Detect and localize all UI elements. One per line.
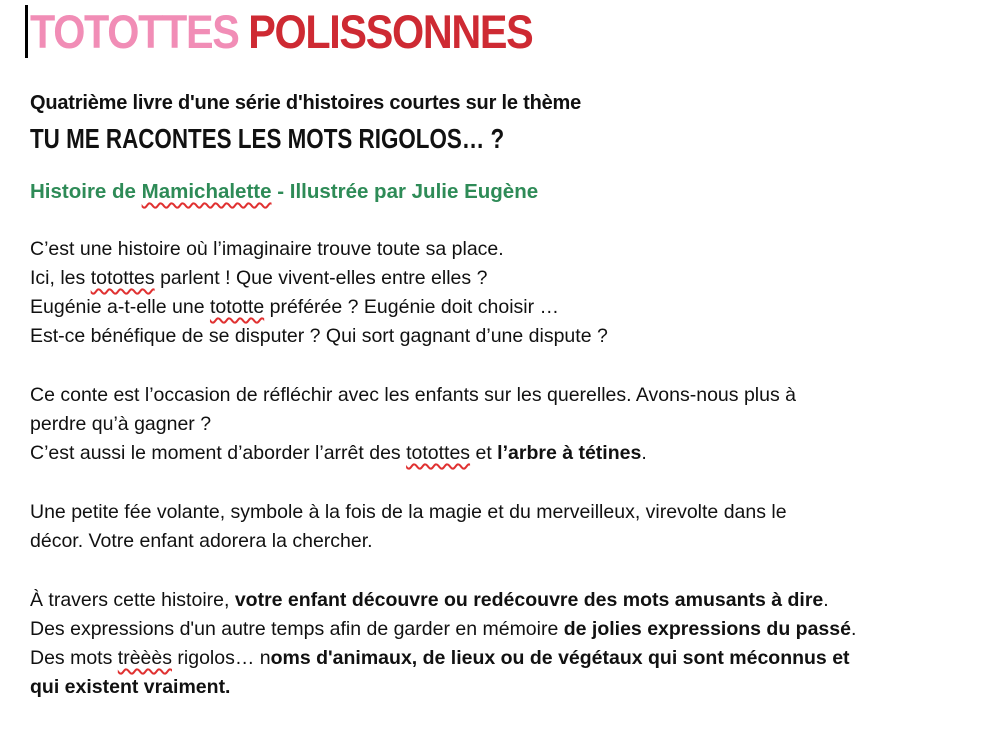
subtitle-series-line: Quatrième livre d'une série d'histoires courtes sur le thème [30,92,582,114]
text-line [30,293,972,322]
text-line [30,322,972,351]
text-run: préférée ? Eugénie doit choisir … [264,296,560,318]
title-part-polissonnes: POLISSONNES [248,5,533,58]
text-run: rigolos… n [171,647,271,669]
text-run: . [641,442,647,464]
text-run: de jolies expressions du passé [563,618,851,640]
byline-author-illustrator [30,179,972,205]
text-line [30,586,972,615]
subtitle-theme-line: TU ME RACONTES LES MOTS RIGOLOS… ? [30,123,505,154]
text-run: et [470,442,498,464]
text-run: Des mots [30,647,118,669]
text-line [30,381,972,410]
text-line [30,410,972,439]
text-run: Des expressions d'un autre temps afin de garder en mémoire [30,618,564,640]
text-run: votre enfant découvre ou redécouvre des mots amusants à dire [234,589,824,611]
misspelled-word: totottes [406,442,471,464]
text-run: Ici, les [30,267,91,289]
text-run: Eugénie a-t-elle une [30,296,210,318]
text-line [30,439,972,468]
paragraph [30,235,972,351]
text-run: Ce conte est l’occasion de réfléchir avec les enfants sur les querelles. Avons-nous plus à [30,384,796,406]
text-run: . [823,589,829,611]
text-line [30,527,972,556]
text-line [30,235,972,264]
page-title [30,4,532,60]
misspelled-word: tototte [209,296,265,318]
text-run: . [850,618,857,640]
text-run: C’est une histoire où l’imaginaire trouve toute sa place. [30,238,504,260]
text-cursor-caret [25,5,28,58]
text-run: À travers cette histoire, [30,589,235,611]
text-run: C’est aussi le moment d’aborder l’arrêt des [30,442,407,464]
text-run: l’arbre à tétines [497,442,642,464]
text-run: Histoire de [30,180,142,203]
misspelled-word: totottes [90,267,155,289]
text-line [30,264,972,293]
text-run: qui existent vraiment. [30,676,231,698]
text-line [30,498,972,527]
text-run: Une petite fée volante, symbole à la fois de la magie et du merveilleux, virevolte dans le [30,501,787,523]
text-run: oms d'animaux, de lieux ou de végétaux qui sont méconnus et [270,647,850,669]
title-part-totottes: TOTOTTES [30,5,239,58]
body-paragraphs [30,235,972,702]
text-run: Est-ce bénéfique de se disputer ? Qui sort gagnant d’une dispute ? [30,325,608,347]
paragraph [30,381,972,468]
misspelled-word: Mamichalette [141,180,272,203]
text-run: - Illustrée par Julie Eugène [271,180,539,203]
text-run: perdre qu’à gagner ? [30,413,212,435]
text-line [30,644,972,673]
paragraph [30,498,972,556]
text-run: décor. Votre enfant adorera la chercher. [30,530,373,552]
text-line [30,673,972,702]
text-line [30,615,972,644]
paragraph [30,586,972,702]
misspelled-word: trèèès [117,647,172,669]
text-run: parlent ! Que vivent-elles entre elles ? [154,267,488,289]
